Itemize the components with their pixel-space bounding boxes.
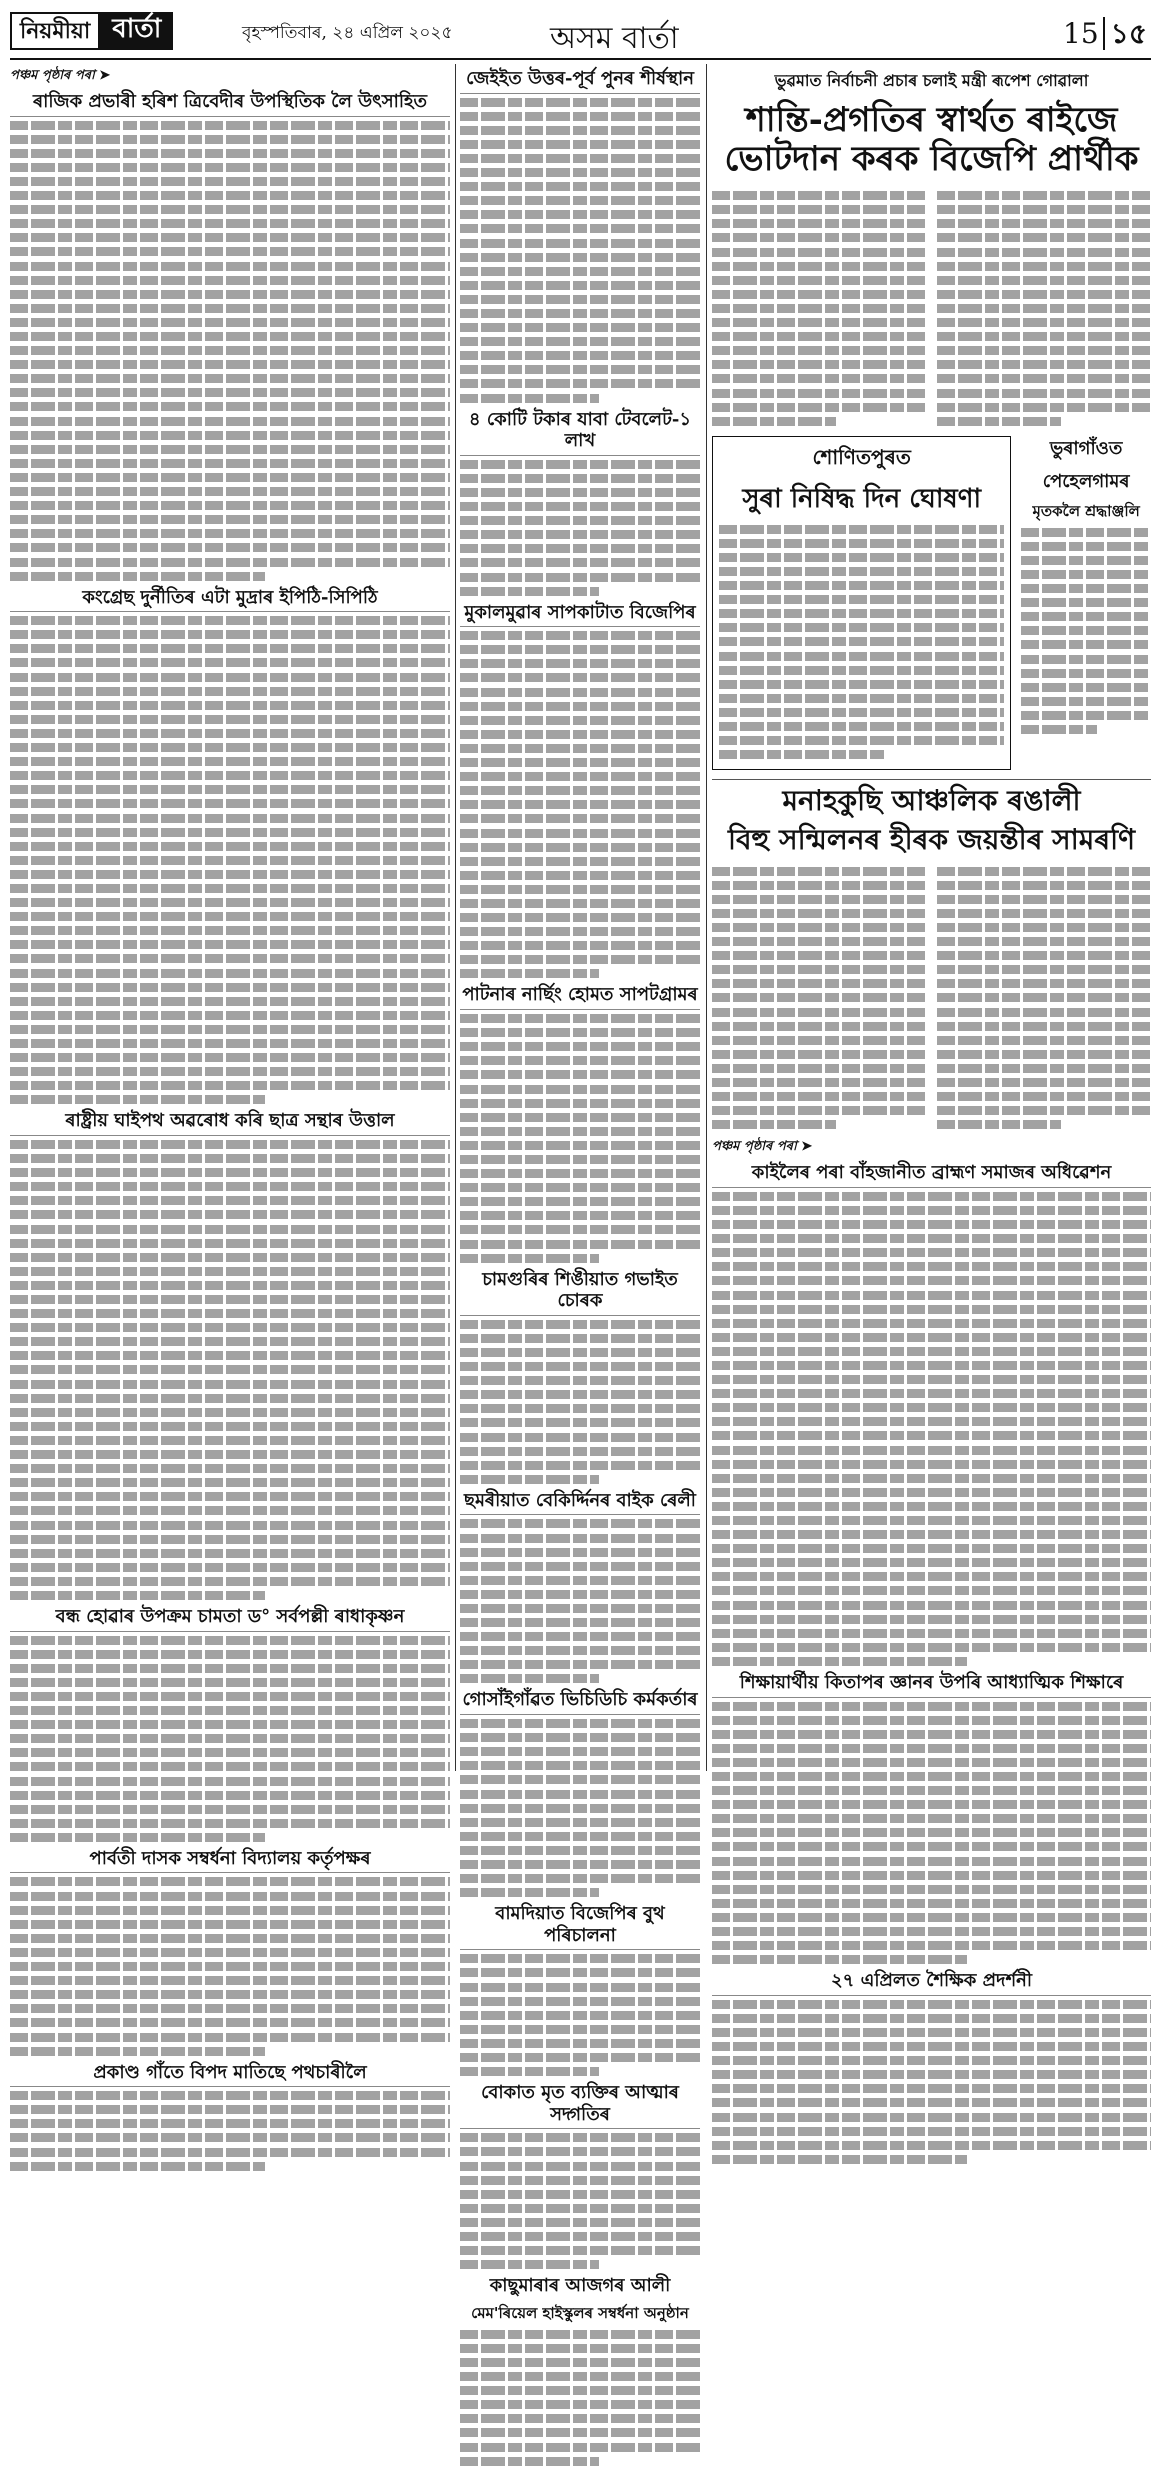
lead-kicker: ভুৱমাত নিৰ্বাচনী প্ৰচাৰ চলাই মন্ত্ৰী ৰূপেশ গোৱালা: [774, 71, 1089, 90]
box-headline-2: পেহেলগামৰ: [1042, 470, 1130, 492]
story-headline: বোকাত মৃত ব্যক্তিৰ আত্মাৰ সদ্গতিৰ: [460, 2082, 700, 2129]
story-headline: ছমৰীয়াত বেকিৰ্দ্দিনৰ বাইক ৰেলী: [460, 1490, 700, 1516]
masthead: [10, 8, 1151, 60]
box-subheadline: মৃতকলৈ শ্ৰদ্ধাঞ্জলি: [1032, 501, 1140, 520]
story-headline: কাইলৈৰ পৰা বাঁহজানীত ব্ৰাহ্মণ সমাজৰ অধিৱেশন: [712, 1162, 1151, 1188]
issue-date: বৃহস্পতিবাৰ, ২৪ এপ্ৰিল ২০২৫: [242, 23, 453, 43]
story-body: [10, 2091, 450, 2170]
story-headline: চামগুৰিৰ শিঙীয়াত গভাইত চোৰক: [460, 1269, 700, 1316]
story-body: [460, 460, 700, 596]
box-row: [712, 432, 1151, 775]
page-number-bn: ১৫: [1103, 17, 1147, 50]
story-subheadline: মেম'ৰিয়েল হাইস্কুলৰ সম্বৰ্ধনা অনুষ্ঠান: [471, 2303, 689, 2322]
story-headline-2: বিহু সন্মিলনৰ হীৰক জয়ন্তীৰ সামৰণি: [727, 823, 1136, 857]
box-headline: শোণিতপুৰত: [812, 444, 911, 469]
story-headline: গোসাঁইগাঁৱত ভিচিডিচি কৰ্মকৰ্তাৰ: [460, 1689, 700, 1715]
story-body: [460, 2133, 700, 2269]
lead-headline: শান্তি-প্ৰগতিৰ স্বাৰ্থত ৰাইজে ভোটদান কৰক বিজেপি প্ৰাৰ্থীক: [724, 100, 1139, 180]
logo-part2: বার্তা: [100, 12, 173, 50]
column-rule: [706, 64, 707, 1771]
story-headline: বন্ধ হোৱাৰ উপক্ৰম চামতা ড° সৰ্বপল্লী ৰাধাকৃষ্ণন: [10, 1606, 450, 1632]
story-headline: কংগ্ৰেছ দুৰ্নীতিৰ এটা মুদ্ৰাৰ ইপিঠি-সিপিঠি: [10, 587, 450, 613]
story-box: [712, 436, 1011, 771]
story-body: [712, 1702, 1151, 1965]
section-title: অসম বাৰ্তা: [550, 21, 679, 56]
story-body: [460, 1014, 700, 1263]
column-middle: [460, 64, 700, 2322]
story-body: [10, 121, 450, 581]
story-body: [712, 2000, 1151, 2164]
story-body: [460, 1320, 700, 1484]
box-headline: ভুৰাগাঁওত: [1049, 437, 1123, 459]
story-headline: পাটনাৰ নাৰ্ছিং হোমত সাপটগ্ৰামৰ: [460, 984, 700, 1010]
story-headline: কাছুমাৰাৰ আজগৰ আলী: [489, 2275, 671, 2297]
story-headline: ২৭ এপ্ৰিলত শৈক্ষিক প্ৰদৰ্শনী: [712, 1970, 1151, 1996]
page-number: [1063, 12, 1147, 59]
story-body: [10, 1636, 450, 1842]
story-body: [460, 1519, 700, 1683]
story-body: [460, 1719, 700, 1897]
story-body: [712, 1192, 1151, 1666]
story-body: [460, 2330, 700, 2466]
story-body: [712, 864, 1151, 1136]
story-body: [460, 98, 700, 403]
story-headline: পাৰ্বতী দাসক সম্বৰ্ধনা বিদ্যালয় কৰ্তৃপক্ষৰ: [10, 1848, 450, 1874]
story-box: [1021, 432, 1151, 775]
story-headline: বামদিয়াত বিজেপিৰ বুথ পৰিচালনা: [460, 1903, 700, 1950]
story-body: [460, 631, 700, 978]
story-headline: ৰাজিক প্ৰভাৰী হৰিশ ত্ৰিবেদীৰ উপস্থিতিক লৈ উৎসাহিত: [10, 91, 450, 117]
newspaper-logo: [10, 12, 173, 50]
column-right: [712, 64, 1151, 1992]
column-left: [10, 64, 450, 2083]
story-headline: মুকালমুৱাৰ সাপকাটাত বিজেপিৰ: [460, 602, 700, 628]
story-body: [10, 1140, 450, 1600]
continued-label: পঞ্চম পৃষ্ঠাৰ পৰা ➤: [712, 1137, 1151, 1158]
story-headline: প্ৰকাণ্ড গাঁতে বিপদ মাতিছে পথচাৰীলৈ: [10, 2062, 450, 2088]
story-body: [460, 1954, 700, 2076]
divider: [712, 779, 1151, 780]
story-headline: শিক্ষায়াৰ্থীয় কিতাপৰ জ্ঞানৰ উপৰি আধ্যাত্মিক শিক্ষাৰে: [712, 1672, 1151, 1698]
lead-body: [712, 188, 1151, 432]
story-body: [10, 1877, 450, 2055]
column-rule: [455, 64, 456, 1771]
continued-label: পঞ্চম পৃষ্ঠাৰ পৰা ➤: [10, 66, 450, 87]
story-headline: ৪ কোটি টকাৰ যাবা টেবলেট-১ লাখ: [460, 409, 700, 456]
story-body: [10, 616, 450, 1104]
story-headline: ৰাষ্ট্ৰীয় ঘাইপথ অৱৰোধ কৰি ছাত্ৰ সন্থাৰ উত্তাল: [10, 1110, 450, 1136]
story-headline: জেইইত উত্তৰ-পূৰ্ব পুনৰ শীৰ্ষস্থান: [460, 68, 700, 94]
page-number-latin: 15: [1063, 17, 1099, 50]
story-headline: মনাহকুছি আঞ্চলিক ৰঙালী: [782, 784, 1081, 818]
box-headline-2: সুৰা নিষিদ্ধ দিন ঘোষণা: [742, 483, 981, 514]
logo-part1: নিয়মীয়া: [10, 12, 100, 50]
